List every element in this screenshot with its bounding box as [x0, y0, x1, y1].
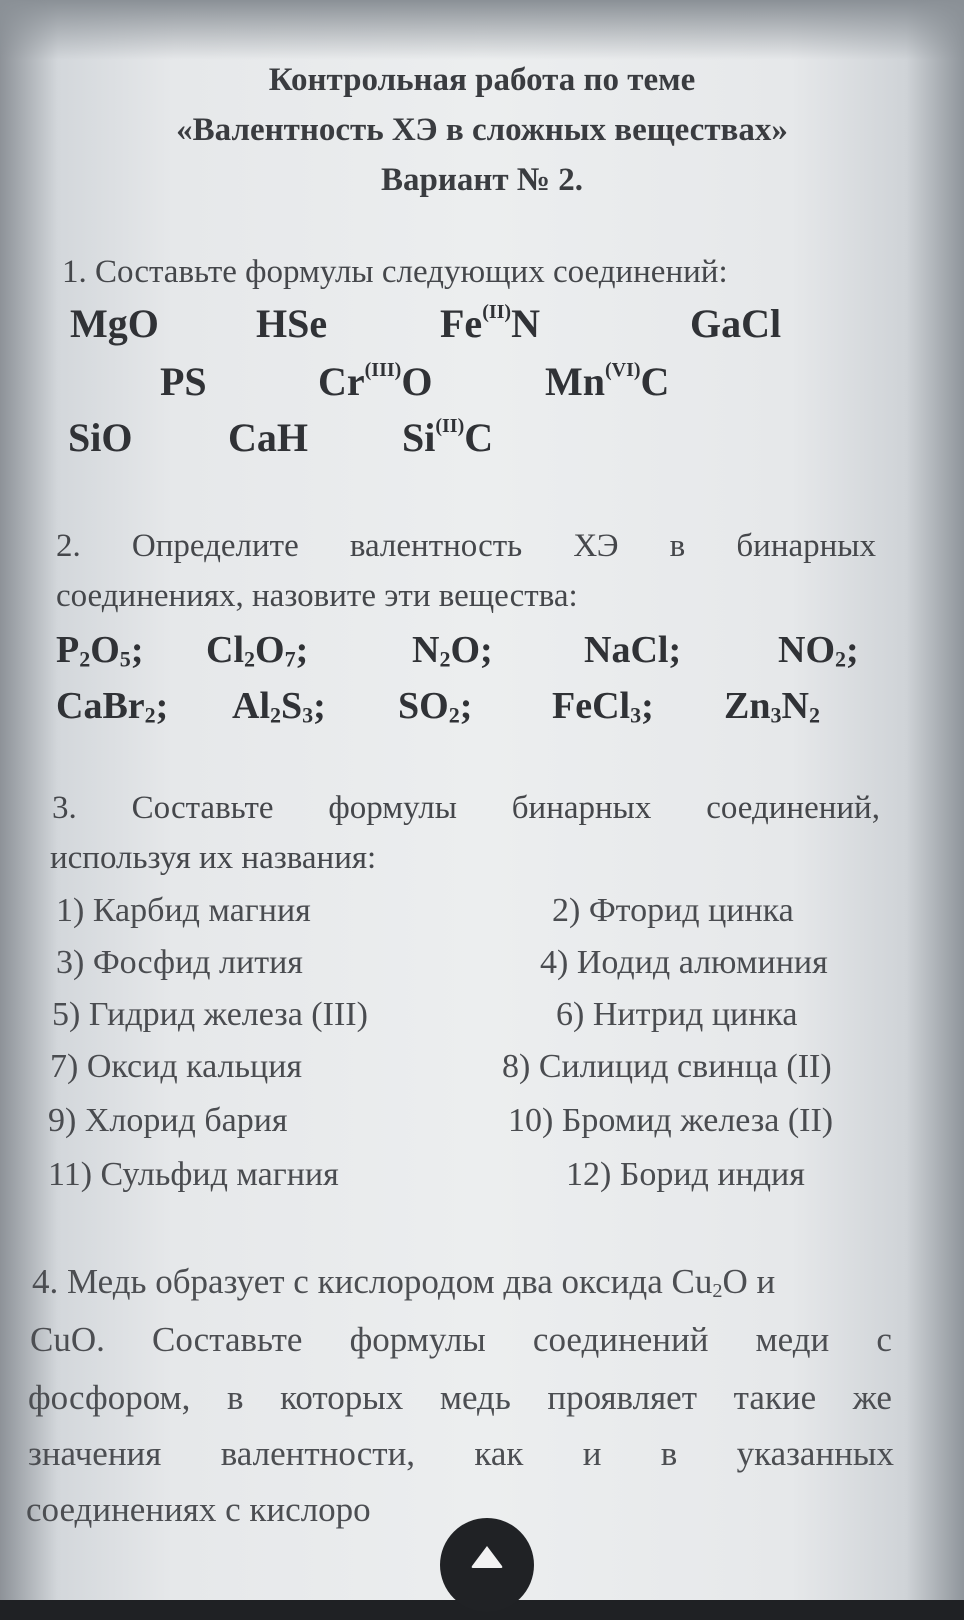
text-word: с: [876, 1320, 892, 1359]
valence-superscript: (II): [482, 301, 512, 323]
subscript: 2: [244, 646, 256, 672]
formula-text: GaCl: [690, 301, 782, 346]
separator: ;: [295, 629, 309, 671]
subscript: 5: [119, 646, 131, 672]
formula-text: HSe: [256, 301, 328, 346]
compound-formula: [440, 300, 540, 347]
separator: ;: [668, 629, 682, 671]
separator: ;: [313, 685, 326, 727]
binary-compound: [552, 684, 654, 728]
separator: ;: [459, 685, 473, 727]
formula-element: C: [464, 415, 494, 460]
prompt-word: в: [669, 528, 686, 564]
compound-name-item: 4) Иодид алюминия: [540, 944, 828, 981]
formula-element: O: [450, 629, 481, 671]
subscript: 2: [439, 646, 451, 672]
prompt-word: Составьте: [131, 790, 274, 826]
prompt-word: валентность: [349, 528, 523, 564]
compound-name-item: 6) Нитрид цинка: [556, 996, 798, 1033]
binary-compound: [778, 628, 859, 672]
task3-prompt-line-1: [52, 790, 880, 827]
formula-element: CaBr: [56, 685, 145, 727]
document-topic: «Валентность ХЭ в сложных веществах»: [176, 112, 788, 148]
compound-name-item: 9) Хлорид бария: [48, 1102, 288, 1139]
formula-element: O: [401, 359, 433, 404]
task4-line-1-text: 4. Медь образует с кислородом два оксида Cu: [32, 1262, 713, 1301]
formula-element: C: [640, 359, 670, 404]
prompt-word: формулы: [328, 790, 457, 826]
subscript: 2: [144, 702, 156, 728]
formula-element: N: [781, 685, 809, 727]
task4-line-4: [28, 1434, 894, 1474]
subscript: 2: [448, 702, 460, 728]
prompt-word: ХЭ: [573, 528, 619, 564]
compound-name-item: 5) Гидрид железа (III): [52, 996, 368, 1033]
text-word: проявляет: [547, 1378, 698, 1417]
formula-element: Mn: [545, 359, 605, 404]
separator: ;: [155, 685, 169, 727]
text-word: как: [474, 1434, 524, 1473]
binary-compound: [232, 684, 326, 728]
text-word: валентности,: [220, 1434, 416, 1473]
binary-compound: [56, 684, 168, 728]
compound-name-item: 7) Оксид кальция: [50, 1048, 303, 1085]
compound-name-item: 2) Фторид цинка: [552, 892, 794, 929]
valence-superscript: (II): [435, 415, 465, 437]
binary-compound: [56, 628, 143, 672]
task4-line-1-subscript: 2: [712, 1280, 723, 1303]
text-word: же: [852, 1378, 892, 1417]
text-word: CuO.: [30, 1320, 105, 1359]
compound-name-item: 1) Карбид магния: [56, 892, 311, 929]
text-word: и: [582, 1434, 602, 1473]
formula-element: Al: [232, 685, 270, 727]
formula-element: SO: [398, 685, 449, 727]
subscript: 7: [284, 646, 296, 672]
formula-element: NO: [778, 629, 835, 671]
binary-compound: [206, 628, 308, 672]
separator: ;: [480, 629, 493, 671]
prompt-word: Определите: [131, 528, 299, 564]
text-word: указанных: [736, 1434, 894, 1473]
compound-formula: [228, 414, 308, 461]
task2-prompt-line-2: соединениях, назовите эти вещества:: [56, 578, 578, 614]
text-word: медь: [439, 1378, 511, 1417]
prompt-word: бинарных: [736, 528, 876, 564]
compound-formula: [318, 358, 432, 405]
subscript: 2: [835, 646, 847, 672]
compound-formula: [160, 358, 207, 405]
formula-element: Fe: [440, 301, 483, 346]
formula-text: CaH: [228, 415, 308, 460]
compound-formula: [690, 300, 781, 347]
text-word: формулы: [349, 1320, 486, 1359]
prompt-word: 2.: [56, 528, 81, 564]
formula-element: Cr: [318, 359, 365, 404]
formula-element: NaCl: [584, 629, 669, 671]
binary-compound: [398, 684, 472, 728]
text-word: меди: [755, 1320, 830, 1359]
text-word: в: [227, 1378, 244, 1417]
text-word: такие: [733, 1378, 817, 1417]
formula-text: PS: [160, 359, 207, 404]
task4-line-3: [28, 1378, 892, 1418]
formula-element: O: [255, 629, 285, 671]
valence-superscript: (III): [364, 359, 402, 381]
task4-line-1-end: O и: [722, 1262, 776, 1301]
formula-element: FeCl: [552, 685, 631, 727]
compound-formula: [545, 358, 669, 405]
compound-formula: [256, 300, 327, 347]
text-word: в: [660, 1434, 678, 1473]
text-word: фосфором,: [28, 1378, 191, 1417]
formula-element: S: [281, 685, 303, 727]
formula-text: MgO: [70, 301, 159, 346]
formula-text: SiO: [68, 415, 133, 460]
task3-prompt-line-2: используя их названия:: [50, 840, 377, 876]
compound-name-item: 12) Борид индия: [566, 1156, 805, 1193]
formula-element: N: [412, 629, 440, 671]
task2-prompt-line-1: [56, 528, 876, 565]
formula-element: N: [511, 301, 540, 346]
separator: ;: [130, 629, 144, 671]
compound-name-item: 11) Сульфид магния: [48, 1156, 339, 1193]
scroll-up-button[interactable]: [440, 1518, 534, 1612]
separator: ;: [846, 629, 859, 671]
compound-formula: [68, 414, 132, 461]
subscript: 2: [808, 702, 820, 728]
subscript: 3: [770, 702, 782, 728]
formula-element: P: [56, 629, 80, 671]
text-word: которых: [280, 1378, 404, 1417]
text-word: значения: [28, 1434, 162, 1473]
prompt-word: 3.: [52, 790, 77, 826]
task4-line-1: [32, 1262, 775, 1302]
subscript: 3: [630, 702, 642, 728]
subscript: 3: [302, 702, 314, 728]
subscript: 2: [270, 702, 282, 728]
formula-element: Si: [402, 415, 436, 460]
task4-line-5: соединениях с кислоро: [26, 1490, 371, 1529]
compound-formula: [402, 414, 493, 461]
subscript: 2: [79, 646, 91, 672]
formula-element: Cl: [206, 629, 244, 671]
compound-formula: [70, 300, 159, 347]
compound-name-item: 10) Бромид железа (II): [508, 1102, 834, 1139]
variant-label: Вариант № 2.: [380, 162, 583, 198]
binary-compound: [724, 684, 820, 728]
arrow-up-icon: [470, 1544, 504, 1570]
binary-compound: [584, 628, 681, 672]
document-title: Контрольная работа по теме: [268, 62, 696, 98]
formula-element: O: [90, 629, 120, 671]
formula-element: Zn: [724, 685, 771, 727]
task4-line-2: [30, 1320, 892, 1360]
compound-name-item: 3) Фосфид лития: [56, 944, 303, 981]
text-word: соединений: [532, 1320, 709, 1359]
text-word: Составьте: [151, 1320, 303, 1359]
prompt-word: соединений,: [706, 790, 880, 826]
compound-name-item: 8) Силицид свинца (II): [502, 1048, 832, 1085]
valence-superscript: (VI): [605, 359, 641, 381]
separator: ;: [641, 685, 654, 727]
binary-compound: [412, 628, 493, 672]
prompt-word: бинарных: [511, 790, 652, 826]
task1-prompt: 1. Составьте формулы следующих соединений:: [62, 254, 728, 290]
